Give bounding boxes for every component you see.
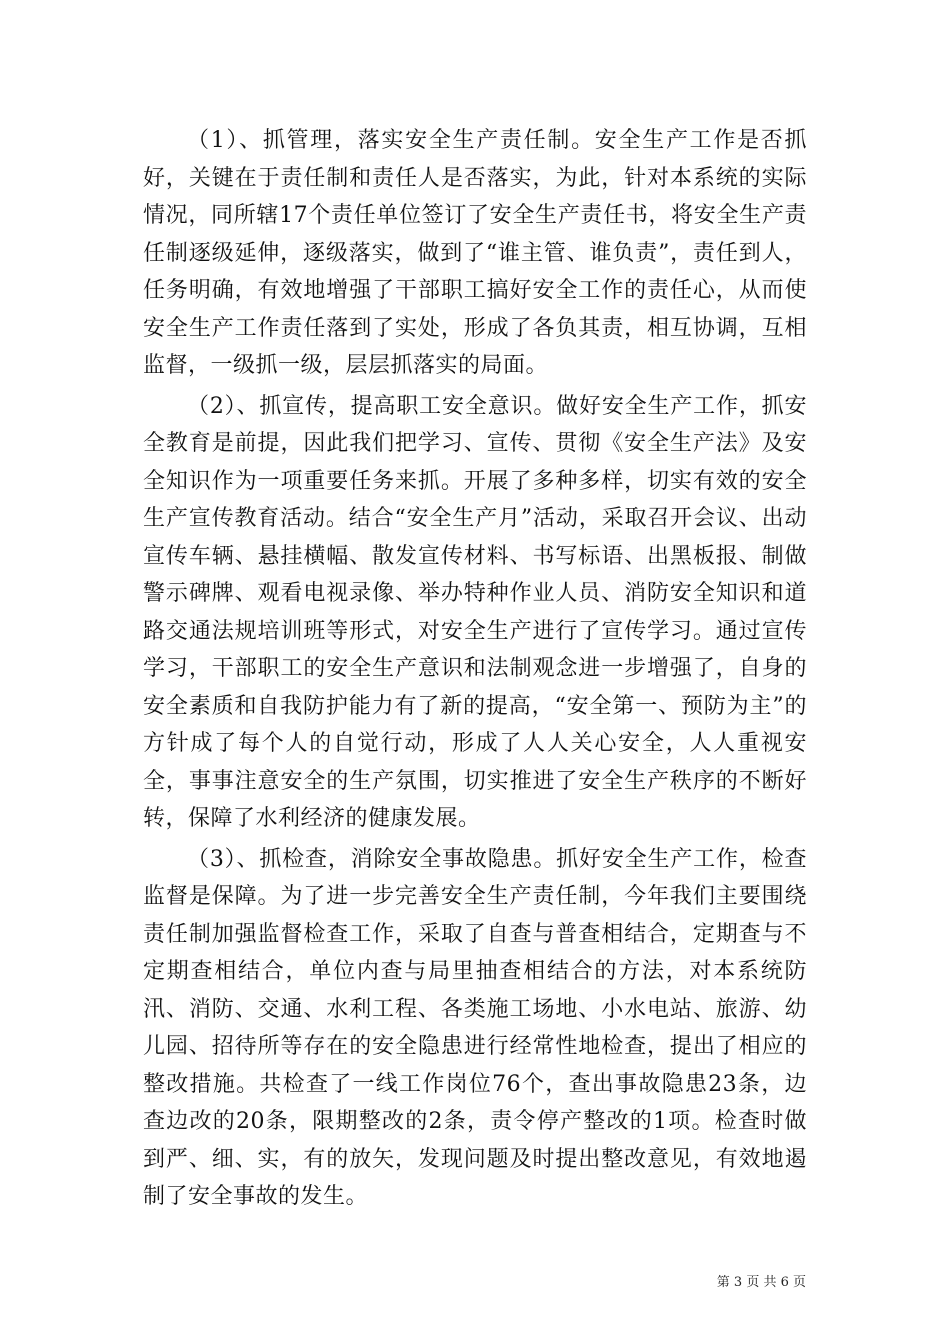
page-number-footer: 第 3 页 共 6 页 [716, 1275, 806, 1290]
paragraph-management: （1）、抓管理，落实安全生产责任制。安全生产工作是否抓好，关键在于责任制和责任人是否落实，为此，针对本系统的实际情况，同所辖17个责任单位签订了安全生产责任书，将安全生产责任制逐级延伸，逐级落实，做到了“谁主管、谁负责”，责任到人，任务明确，有效地增强了干部职工搞好安全工作的责任心，从而使安全生产工作责任落到了实处，形成了各负其责，相互协调，互相监督，一级抓一级，层层抓落实的局面。 [143, 128, 807, 378]
paragraph-inspection: （3）、抓检查，消除安全事故隐患。抓好安全生产工作，检查监督是保障。为了进一步完善安全生产责任制，今年我们主要围绕责任制加强监督检查工作，采取了自查与普查相结合，定期查与不定期查相结合，单位内查与局里抽查相结合的方法，对本系统防汛、消防、交通、水利工程、各类施工场地、小水电站、旅游、幼儿园、招待所等存在的安全隐患进行经常性地检查，提出了相应的整改措施。共检查了一线工作岗位76个，查出事故隐患23条，边查边改的20条，限期整改的2条，责令停产整改的1项。检查时做到严、细、实，有的放矢，发现问题及时提出整改意见，有效地遏制了安全事故的发生。 [143, 846, 807, 1209]
document-body [143, 122, 807, 1216]
paragraph-publicity: （2）、抓宣传，提高职工安全意识。做好安全生产工作，抓安全教育是前提，因此我们把学习、宣传、贯彻《安全生产法》及安全知识作为一项重要任务来抓。开展了多种多样，切实有效的安全生产宣传教育活动。结合“安全生产月”活动，采取召开会议、出动宣传车辆、悬挂横幅、散发宣传材料、书写标语、出黑板报、制做警示碑牌、观看电视录像、举办特种作业人员、消防安全知识和道路交通法规培训班等形式，对安全生产进行了宣传学习。通过宣传学习，干部职工的安全生产意识和法制观念进一步增强了，自身的安全素质和自我防护能力有了新的提高，“安全第一、预防为主”的方针成了每个人的自觉行动，形成了人人关心安全，人人重视安全，事事注意安全的生产氛围，切实推进了安全生产秩序的不断好转，保障了水利经济的健康发展。 [143, 393, 807, 831]
